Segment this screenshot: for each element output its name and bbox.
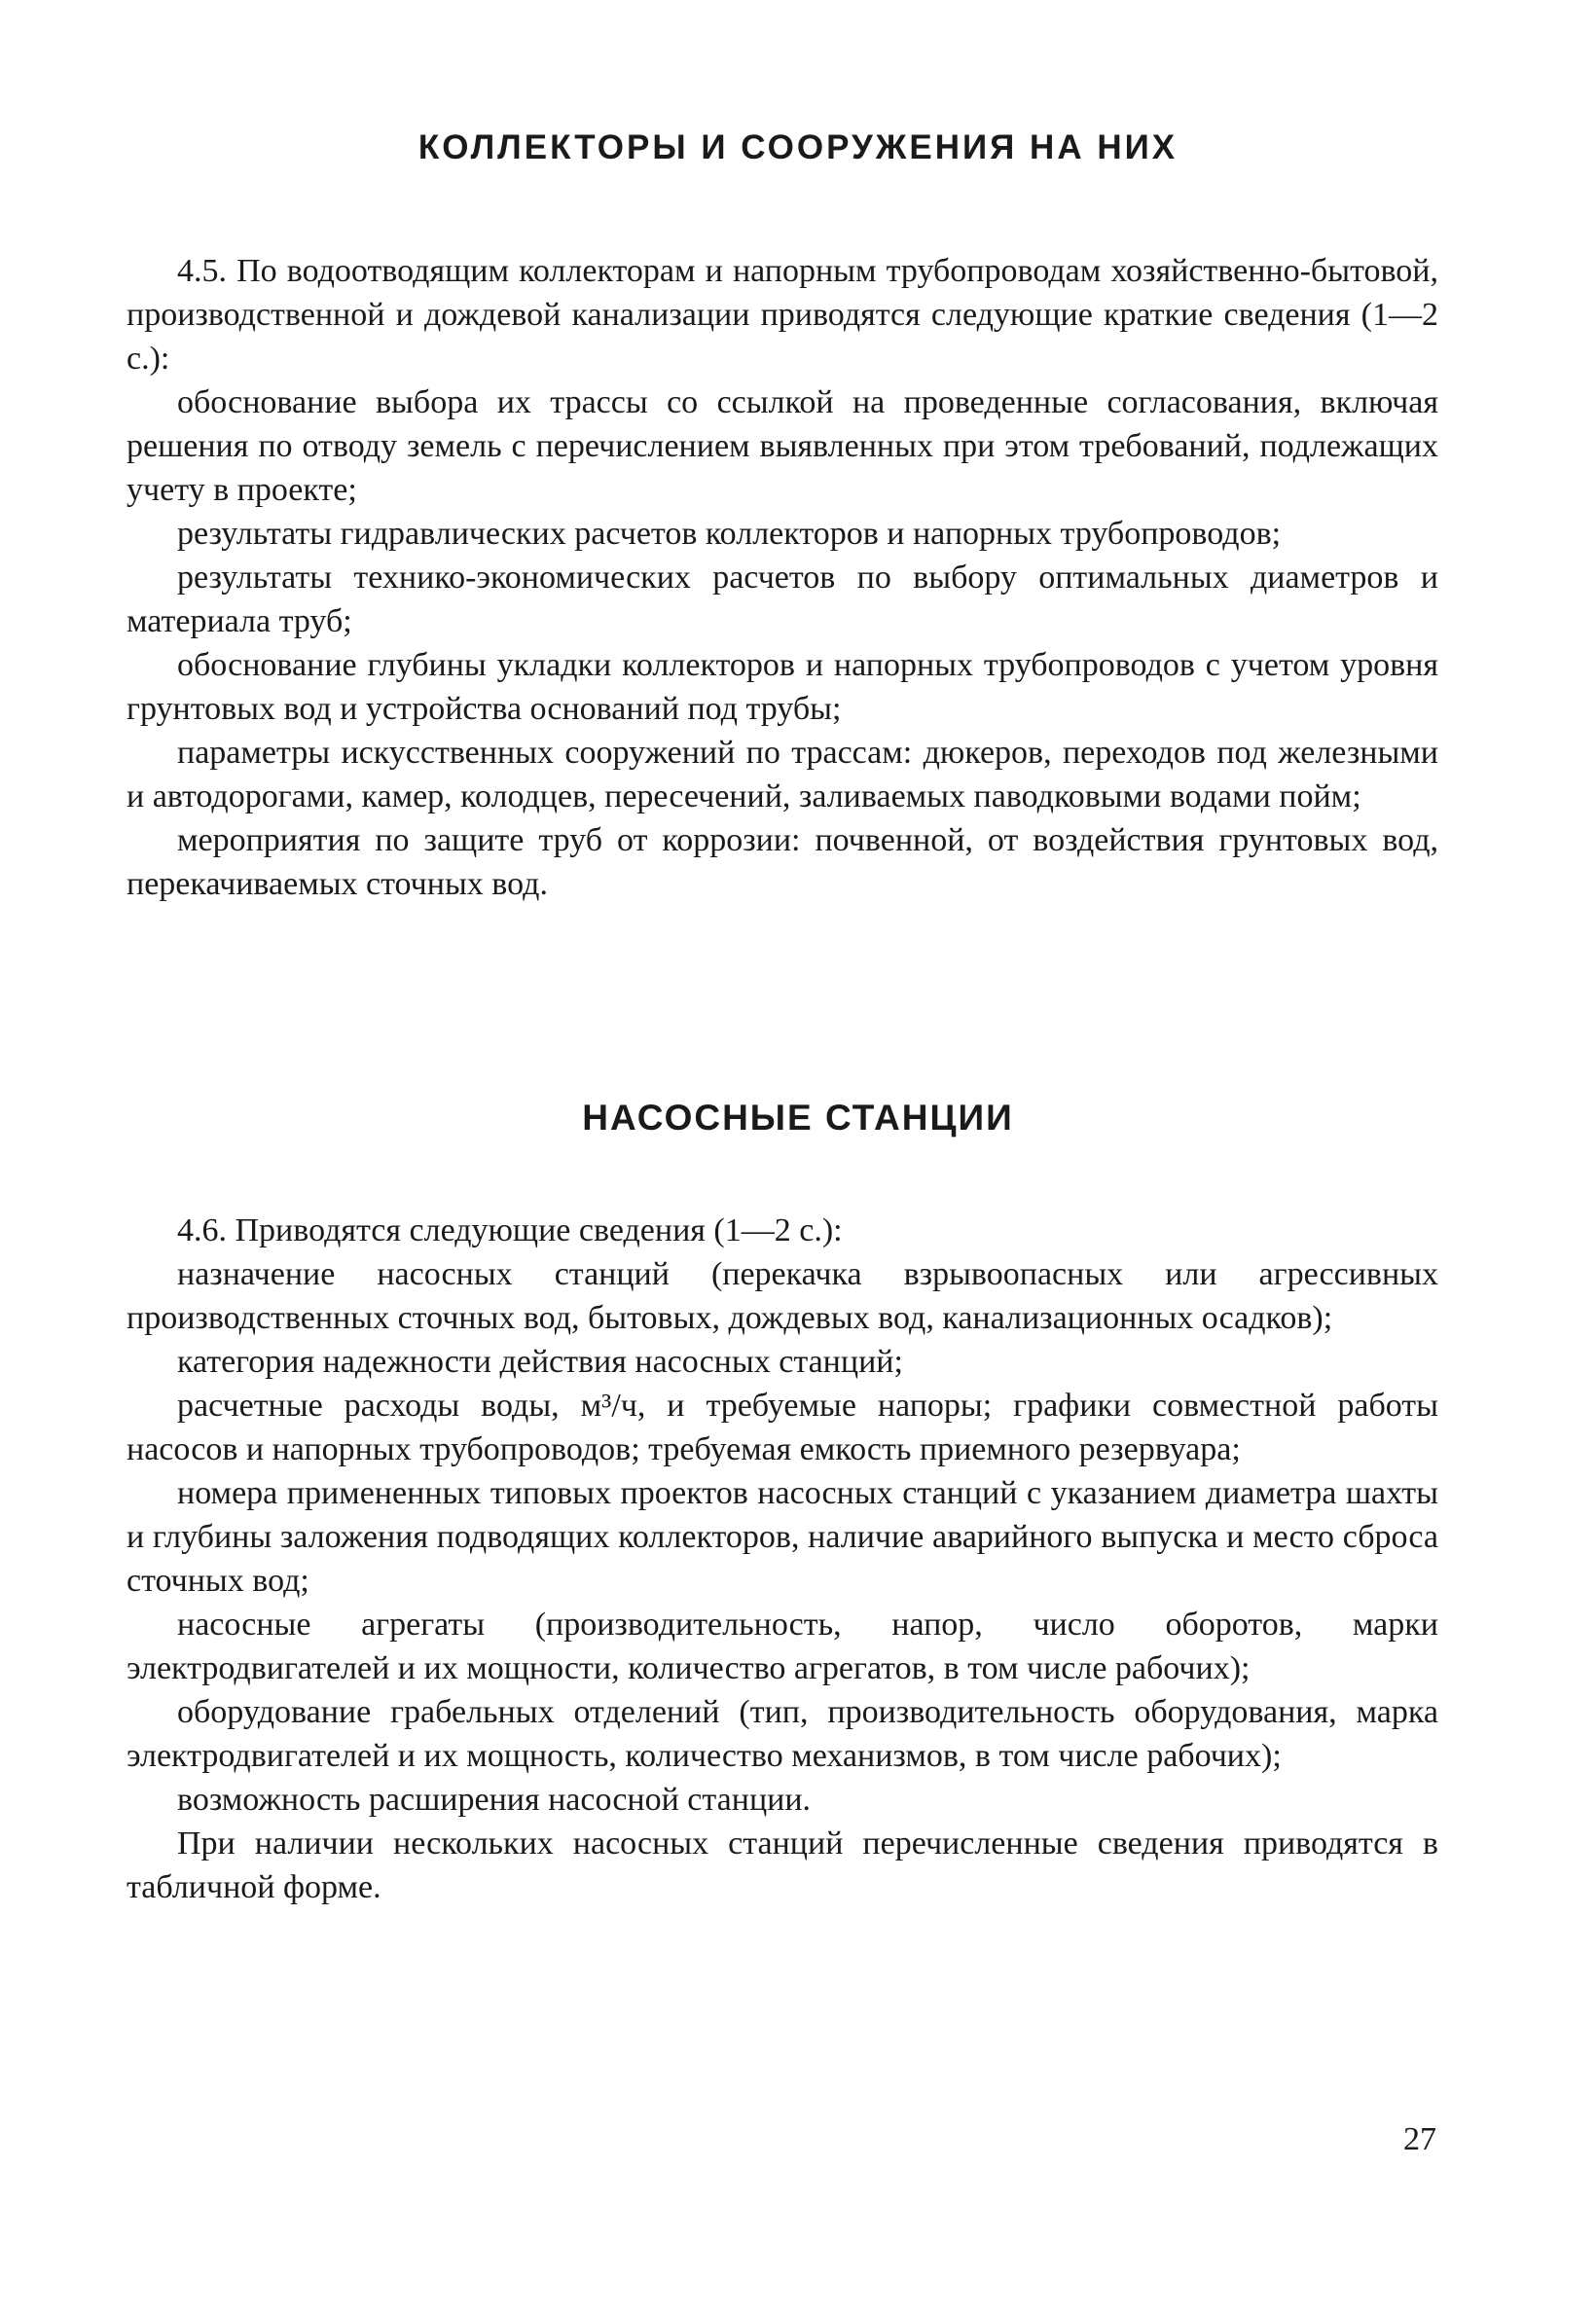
section-heading-collectors: КОЛЛЕКТОРЫ И СООРУЖЕНИЯ НА НИХ	[417, 128, 1179, 166]
section-body-collectors	[127, 249, 1438, 906]
paragraph: результаты гидравлических расчетов коллекторов и напорных трубопроводов;	[177, 516, 1282, 552]
paragraph: обоснование выбора их трассы со ссылкой на проведенные согласования, включая решения по отводу земель с перечислением выявленных при этом требований, подлежащих учету в проекте;	[127, 384, 1438, 508]
paragraph: расчетные расходы воды, м³/ч, и требуемые напоры; графики совместной работы насосов и напорных трубопроводов; требуемая емкость приемного резервуара;	[127, 1388, 1438, 1467]
paragraph: оборудование грабельных отделений (тип, производительность оборудования, марка электродвигателей и их мощность, количество механизмов, в том числе рабочих);	[127, 1694, 1438, 1774]
paragraph: При наличии нескольких насосных станций перечисленные сведения приводятся в табличной форме.	[127, 1825, 1438, 1905]
paragraph: параметры искусственных сооружений по трассам: дюкеров, переходов под железными и автодорогами, камер, колодцев, пересечений, заливаемых паводковыми водами пойм;	[127, 735, 1438, 814]
paragraph: обоснование глубины укладки коллекторов и напорных трубопроводов с учетом уровня грунтовых вод и устройства оснований под трубы;	[127, 647, 1438, 727]
paragraph: насосные агрегаты (производительность, напор, число оборотов, марки электродвигателей и их мощности, количество агрегатов, в том числе рабочих);	[127, 1607, 1438, 1686]
paragraph: 4.6. Приводятся следующие сведения (1—2 с.):	[177, 1212, 843, 1248]
paragraph: результаты технико-экономических расчетов по выбору оптимальных диаметров и материала труб;	[127, 560, 1438, 639]
paragraph: мероприятия по защите труб от коррозии: почвенной, от воздействия грунтовых вод, перекачиваемых сточных вод.	[127, 822, 1438, 902]
page-number: 27	[1403, 2121, 1436, 2157]
section-body-pump-stations	[127, 1209, 1438, 1909]
paragraph: назначение насосных станций (перекачка взрывоопасных или агрессивных производственных сточных вод, бытовых, дождевых вод, канализационных осадков);	[127, 1256, 1438, 1336]
paragraph: возможность расширения насосной станции.	[177, 1782, 812, 1818]
paragraph: категория надежности действия насосных станций;	[177, 1344, 903, 1380]
paragraph: 4.5. По водоотводящим коллекторам и напорным трубопроводам хозяйственно-бытовой, производственной и дождевой канализации приводятся следующие краткие сведения (1—2 с.):	[127, 253, 1438, 377]
paragraph: номера примененных типовых проектов насосных станций с указанием диаметра шахты и глубины заложения подводящих коллекторов, наличие аварийного выпуска и место сброса сточных вод;	[127, 1475, 1438, 1599]
section-heading-pump-stations: НАСОСНЫЕ СТАНЦИИ	[582, 1098, 1014, 1138]
